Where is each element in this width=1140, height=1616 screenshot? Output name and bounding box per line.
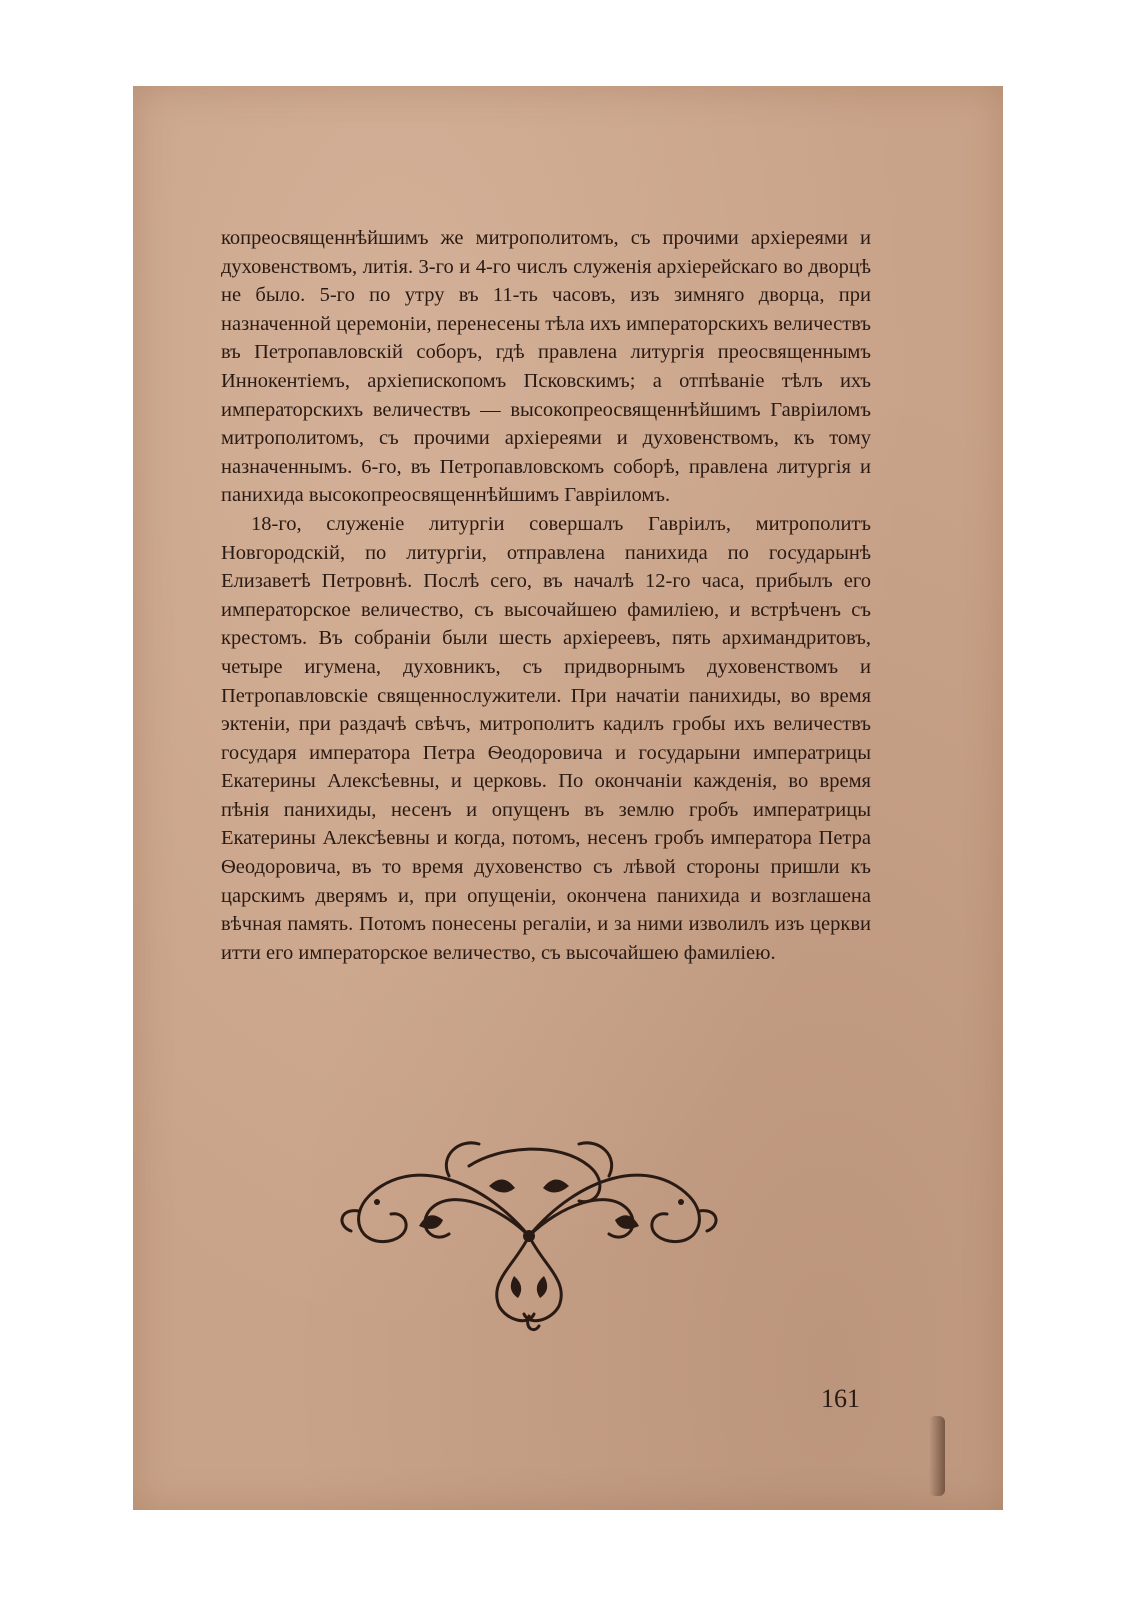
book-page [133,86,1003,1510]
paragraph-1: копреосвященнѣйшимъ же митрополитомъ, съ прочими архіереями и духовенствомъ, литія. 3-го и 4-го числъ служенія архіерейскаго во дворцѣ не было. 5-го по утру въ 11-ть часовъ, изъ зимняго дворца, при назначенной церемоніи, перенесены тѣла ихъ императорскихъ величествъ въ Петропавловскій соборъ, гдѣ правлена литургія преосвященнымъ Иннокентіемъ, архіепископомъ Псковскимъ; а отпѣваніе тѣлъ ихъ императорскихъ величествъ — высокопреосвященнѣйшимъ Гавріиломъ митрополитомъ, съ прочими архіереями и духовенствомъ, къ тому назначеннымъ. 6-го, въ Петропавловскомъ соборѣ, правлена литургія и панихида высокопреосвященнѣйшимъ Гавріиломъ. [221,227,871,507]
floral-ornament-icon [329,1116,729,1336]
body-text [221,224,871,967]
paragraph-2: 18-го, служеніе литургіи совершалъ Гавріилъ, митрополитъ Новгородскій, по литургіи, отправлена панихида по государынѣ Елизаветѣ Петровнѣ. Послѣ сего, въ началѣ 12-го часа, прибылъ его императорское величество, съ высочайшею фамиліею, и встрѣченъ съ крестомъ. Въ собраніи были шесть архіереевъ, пять архимандритовъ, четыре игумена, духовникъ, съ придворнымъ духовенствомъ и Петропавловскіе священнослужители. При начатіи панихиды, во время эктеніи, при раздачѣ свѣчъ, митрополитъ кадилъ гробы ихъ величествъ государя императора Петра Ѳеодоровича и государыни императрицы Екатерины Алексѣевны, и церковь. По окончаніи кажденія, во время пѣнія панихиды, несенъ и опущенъ въ землю гробъ императрицы Екатерины Алексѣевны и когда, потомъ, несенъ гробъ императора Петра Ѳеодоровича, въ то время духовенство съ лѣвой стороны пришли къ царскимъ дверямъ и, при опущеніи, окончена панихида и возглашена вѣчная память. Потомъ понесены регаліи, и за ними изволилъ изъ церкви итти его императорское величество, съ высочайшею фамиліею. [221,512,871,964]
page-edge-shadow [929,1416,945,1496]
page-number: 161 [821,1384,860,1413]
